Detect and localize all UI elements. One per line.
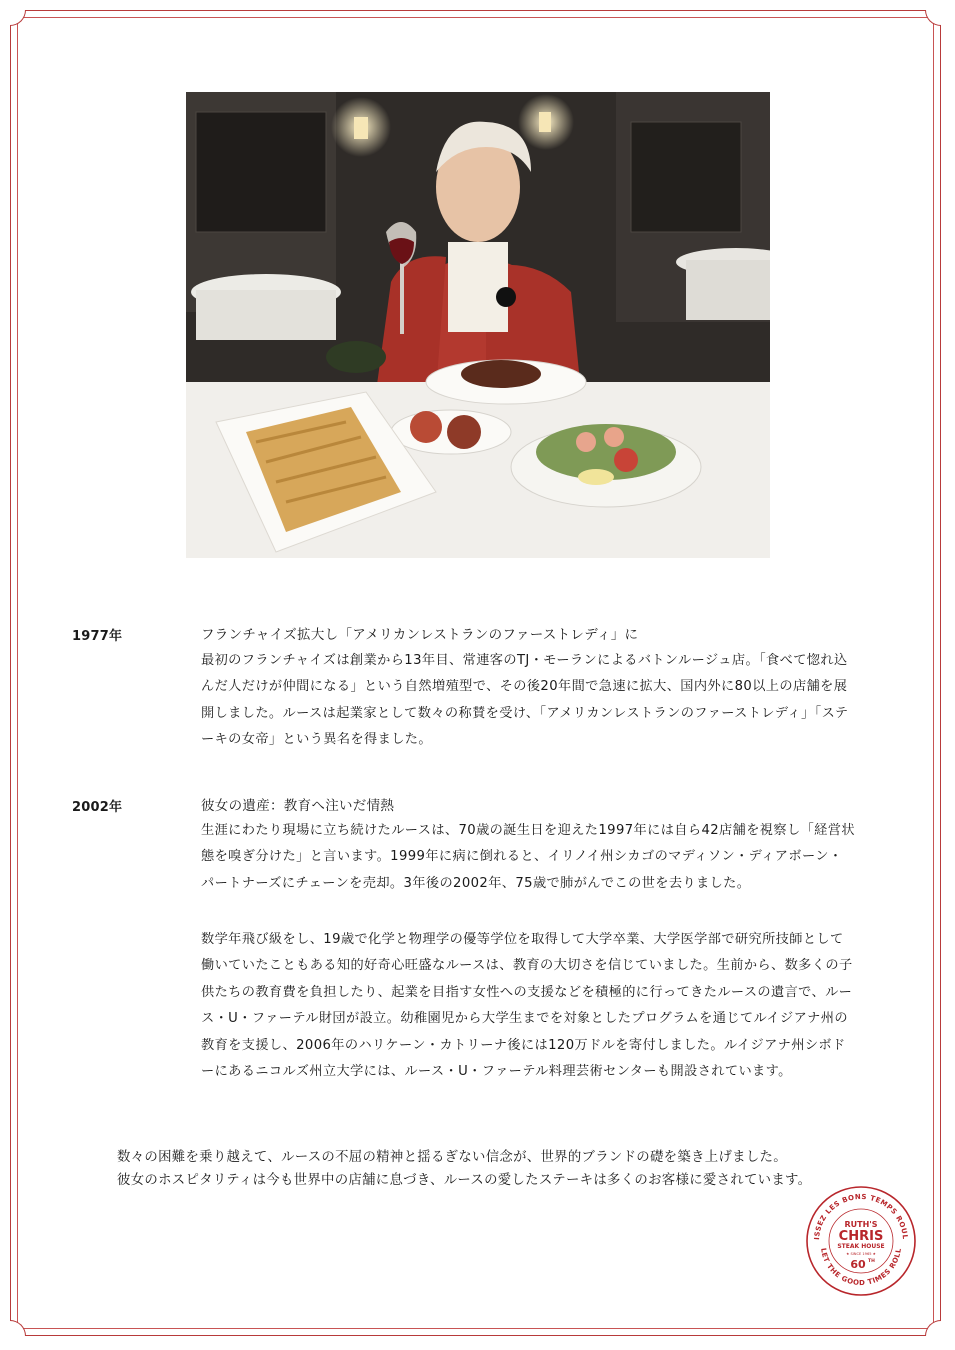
stamp-line1: RUTH'S bbox=[844, 1220, 878, 1229]
stamp-arc-top: ISSEZ LES BONS TEMPS ROUL bbox=[812, 1192, 910, 1241]
section-paragraph: 生涯にわたり現場に立ち続けたルースは、70歳の誕生日を迎えた1997年には自ら42店舗を視察し「経営状態を嗅ぎ分けた」と言います。1999年に病に倒れると、イリノイ州シカゴのマディソン・ディアボーン・パートナーズにチェーンを売却。3年後の2002年、75歳で肺がんでこの世を去りました。 bbox=[201, 823, 855, 891]
section-paragraph: 数学年飛び級をし、19歳で化学と物理学の優等学位を取得して大学卒業、大学医学部で研究所技師として働いていたこともある知的好奇心旺盛なルースは、教育の大切さを信じていました。生前から、数多くの子供たちの教育費を負担したり、起業を目指す女性への支援などを積極的に行ってきたルースの遺言で、ルース・U・ファーテル財団が設立。幼稚園児から大学生までを対象としたプログラムを通じてルイジアナ州の教育を支援し、2006年のハリケーン・カトリーナ後には120万ドルを寄付しました。ルイジアナ州シボドーにあるニコルズ州立大学には、ルース・U・ファーテル料理芸術センターも開設されています。 bbox=[201, 932, 853, 1080]
closing-line: 彼女のホスピタリティは今も世界中の店舗に息づき、ルースの愛したステーキは多くのお客様に愛されています。 bbox=[117, 1173, 812, 1188]
stamp-arc-bottom: LET THE GOOD TIMES ROLL bbox=[819, 1247, 903, 1288]
ruths-chris-60th-stamp-logo bbox=[805, 1185, 917, 1297]
section-year: 1977年 bbox=[72, 629, 123, 644]
ruth-portrait-photo bbox=[186, 92, 770, 558]
section-heading: フランチャイズ拡大し「アメリカンレストランのファーストレディ」に bbox=[201, 627, 639, 643]
section-heading: 彼女の遺産：教育へ注いだ情熱 bbox=[201, 798, 395, 814]
stamp-line3: STEAK HOUSE bbox=[837, 1243, 885, 1250]
stamp-anniversary-suffix: TH bbox=[868, 1259, 875, 1264]
stamp-line2: CHRIS bbox=[838, 1229, 884, 1244]
stamp-anniversary: 60 bbox=[850, 1258, 866, 1271]
closing-line: 数々の困難を乗り越えて、ルースの不屈の精神と揺るぎない信念が、世界的ブランドの礎を築き上げました。 bbox=[117, 1150, 787, 1165]
section-year: 2002年 bbox=[72, 800, 123, 815]
stamp-since: ★ SINCE 1965 ★ bbox=[846, 1252, 876, 1256]
section-paragraph: 最初のフランチャイズは創業から13年目、常連客のTJ・モーランによるバトンルージュ店。「食べて惚れ込んだ人だけが仲間になる」という自然増殖型で、その後20年間で急速に拡大、国内外に80以上の店舗を展開しました。ルースは起業家として数々の称賛を受け、「アメリカンレストランのファーストレディ」「ステーキの女帝」という異名を得ました。 bbox=[201, 653, 849, 748]
